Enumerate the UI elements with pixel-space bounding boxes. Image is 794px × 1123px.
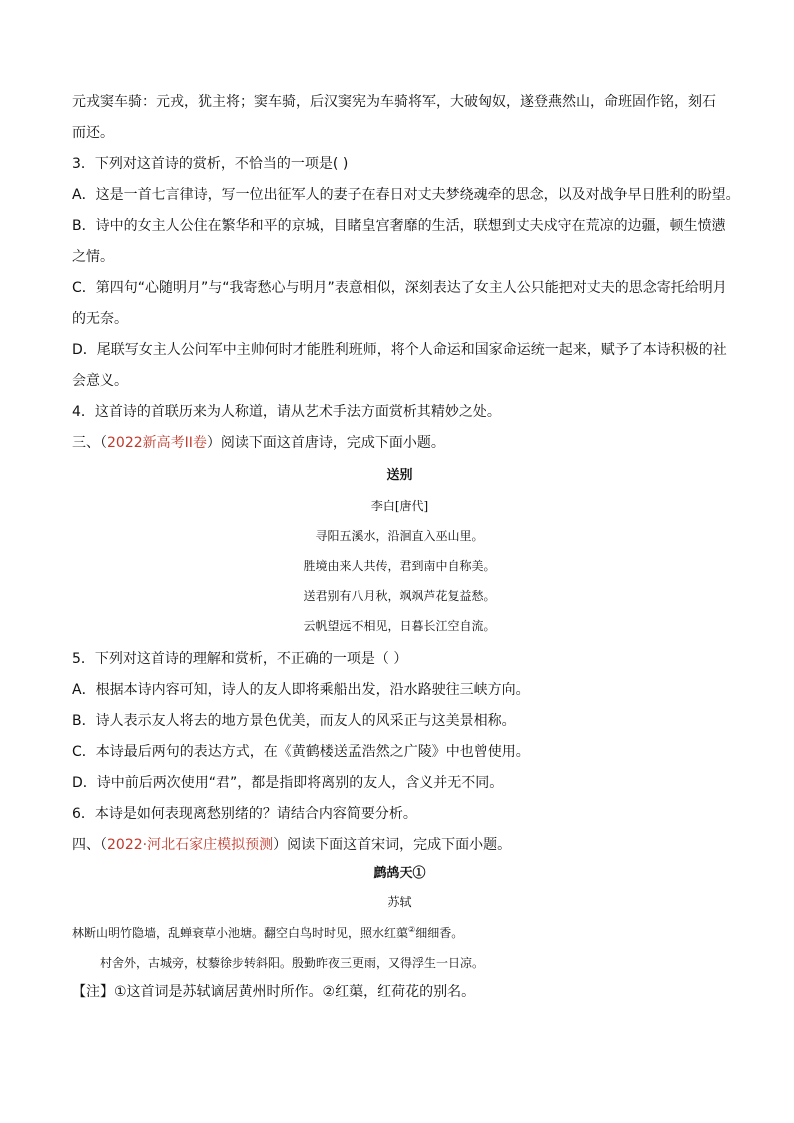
ci-line-1-part-a: 林断山明竹隐墙，乱蝉衰草小池塘。翻空白鸟时时见，照水红蕖 [72, 926, 409, 940]
intro-line-1: 元戎窦车骑：元戎，犹主将；窦车骑，后汉窦宪为车骑将军，大破匈奴，遂登燕然山，命班固作铭，刻石 [72, 94, 716, 110]
poem-line-3: 送君别有八月秋，飒飒芦花复益愁。 [303, 589, 496, 603]
intro-line-2: 而还。 [72, 125, 114, 141]
poem-line-2: 胜境由来人共传，君到南中自称美。 [303, 559, 496, 573]
question-3-option-d-cont: 会意义。 [72, 373, 128, 389]
ci-title: 鹧鸪天① [373, 866, 426, 881]
section-3-source: 2022新高考II卷 [107, 435, 207, 451]
question-3-option-c: C．第四句“心随明月”与“我寄愁心与明月”表意相似，深刻表达了女主人公只能把对丈夫的思念寄托给明月 [72, 280, 727, 296]
section-4-suffix: ）阅读下面这首宋词，完成下面小题。 [273, 837, 512, 853]
section-3-heading [72, 433, 727, 453]
poem-line-4: 云帆望远不相见，日暮长江空自流。 [303, 619, 496, 633]
question-3-option-d: D．尾联写女主人公问军中主帅何时才能胜利班师，将个人命运和国家命运统一起来，赋予了本诗积极的社 [72, 342, 727, 358]
ci-author: 苏轼 [387, 895, 412, 909]
poem-author: 李白[唐代] [370, 499, 429, 513]
question-5-option-a: A．根据本诗内容可知，诗人的友人即将乘船出发，沿水路驶往三峡方向。 [72, 682, 530, 698]
question-3-option-a: A．这是一首七言律诗，写一位出征军人的妻子在春日对丈夫梦绕魂牵的思念，以及对战争早日胜利的盼望。 [72, 187, 740, 203]
ci-line-1-part-b: 细细香。 [415, 926, 464, 940]
section-4-prefix: 四、（ [72, 837, 107, 853]
question-5-option-b: B．诗人表示友人将去的地方景色优美，而友人的风采正与这美景相称。 [72, 713, 516, 729]
question-3-stem: 3．下列对这首诗的赏析，不恰当的一项是( ) [72, 156, 349, 172]
ci-note-mark: ② [408, 925, 416, 934]
section-3-suffix: ）阅读下面这首唐诗，完成下面小题。 [206, 435, 445, 451]
poem-title: 送别 [386, 468, 413, 483]
ci-note: 【注】①这首词是苏轼谪居黄州时所作。②红蕖，红荷花的别名。 [72, 984, 476, 1000]
section-3-prefix: 三、（ [72, 435, 107, 451]
ci-line-1 [72, 921, 727, 942]
question-3-option-b-cont: 之情。 [72, 249, 114, 265]
question-5-option-c: C．本诗最后两句的表达方式，在《黄鹤楼送孟浩然之广陵》中也曾使用。 [72, 744, 530, 760]
poem-line-1: 寻阳五溪水，沿洄直入巫山里。 [315, 529, 484, 543]
question-6: 6．本诗是如何表现离愁别绪的？请结合内容简要分析。 [72, 806, 417, 822]
question-3-option-c-cont: 的无奈。 [72, 311, 128, 327]
question-4: 4．这首诗的首联历来为人称道，请从艺术手法方面赏析其精妙之处。 [72, 404, 501, 420]
section-4-heading [72, 835, 727, 855]
section-4-source: 2022·河北石家庄模拟预测 [107, 837, 274, 853]
document-page [72, 92, 740, 1002]
ci-line-2: 村舍外，古城旁，杖藜徐步转斜阳。殷勤昨夜三更雨，又得浮生一日凉。 [100, 956, 485, 970]
question-5-option-d: D．诗中前后两次使用“君”，都是指即将离别的友人，含义并无不同。 [72, 775, 504, 791]
question-3-option-b: B．诗中的女主人公住在繁华和平的京城，目睹皇宫奢靡的生活，联想到丈夫戍守在荒凉的边疆，顿生愤懑 [72, 218, 726, 234]
question-5-stem: 5．下列对这首诗的理解和赏析，不正确的一项是（ ） [72, 651, 408, 667]
